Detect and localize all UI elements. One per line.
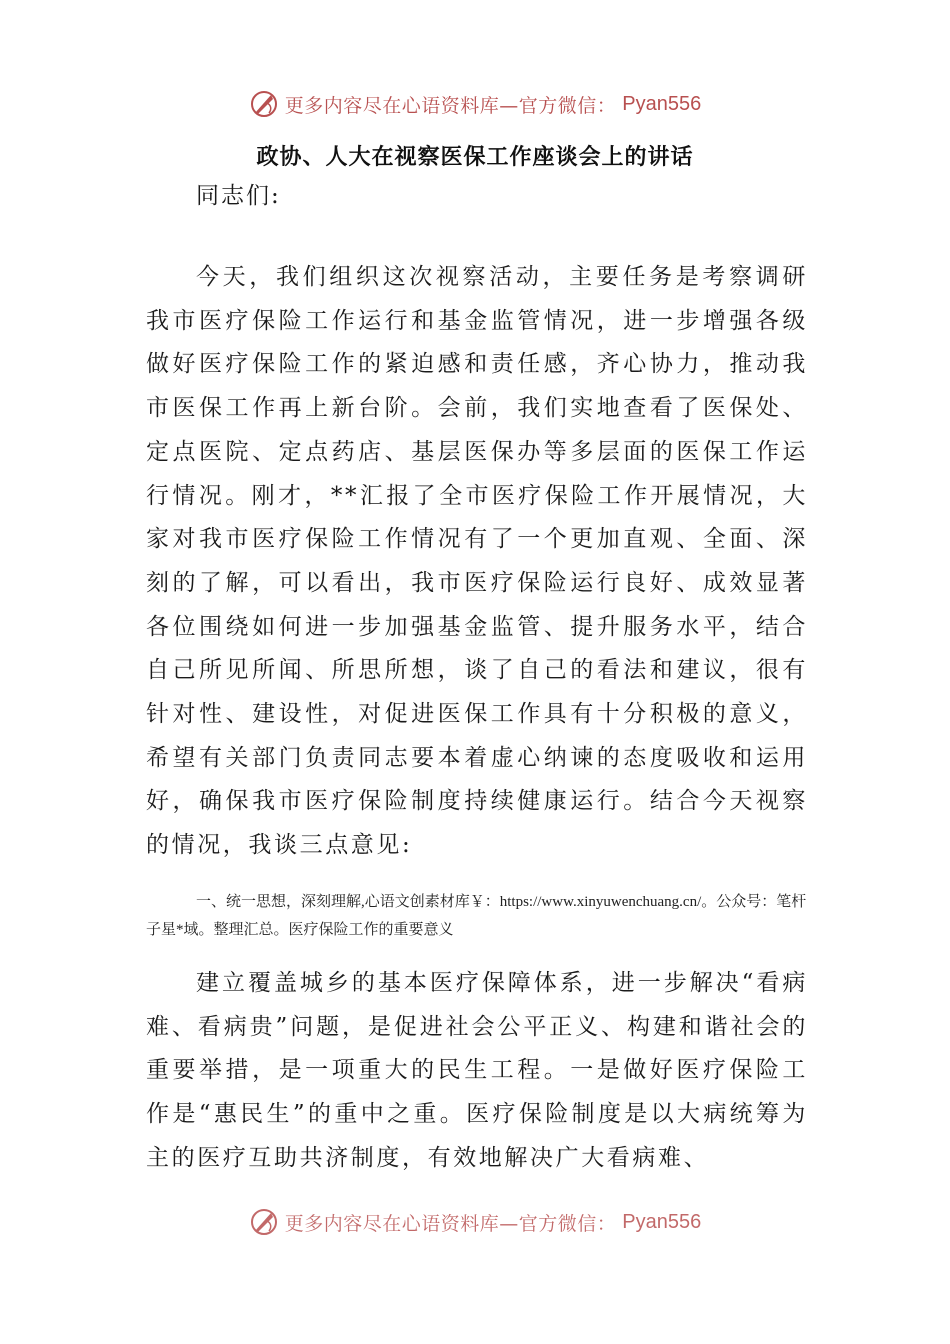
quill-logo-icon: [249, 89, 279, 119]
footer-watermark: [0, 1202, 950, 1242]
watermark-wechat-id: Pyan556: [622, 1210, 702, 1233]
body-paragraph-2: 建立覆盖城乡的基本医疗保障体系，进一步解决“看病难、看病贵”问题，是促进社会公平正义、构建和谐社会的重要举措，是一项重大的民生工程。一是做好医疗保险工作是“惠民生”的重中之重。医疗保险制度是以大病统筹为主的医疗互助共济制度，有效地解决广大看病难、: [146, 970, 808, 1171]
greeting: 同志们:: [196, 183, 281, 209]
watermark-text: 更多内容尽在心语资料库—官方微信：: [284, 94, 617, 117]
section-heading-note: 一、统一思想，深刻理解,心语文创素材库￥：https://www.xinyuwenchuang.cn/。公众号：笔杆子星*域。整理汇总。医疗保险工作的重要意义: [146, 894, 807, 938]
watermark-text: 更多内容尽在心语资料库—官方微信：: [284, 1212, 617, 1235]
header-watermark: [0, 84, 950, 124]
body-paragraph-1: 今天，我们组织这次视察活动，主要任务是考察调研我市医疗保险工作运行和基金监管情况，进一步增强各级做好医疗保险工作的紧迫感和责任感，齐心协力，推动我市医保工作再上新台阶。会前，我们实地查看了医保处、定点医院、定点药店、基层医保办等多层面的医保工作运行情况。刚才，**汇报了全市医疗保险工作开展情况，大家对我市医疗保险工作情况有了一个更加直观、全面、深刻的了解，可以看出，我市医疗保险运行良好、成效显著各位围绕如何进一步加强基金监管、提升服务水平，结合自己所见所闻、所思所想，谈了自己的看法和建议，很有针对性、建设性，对促进医保工作具有十分积极的意义，希望有关部门负责同志要本着虚心纳谏的态度吸收和运用好，确保我市医疗保险制度持续健康运行。结合今天视察的情况，我谈三点意见:: [146, 264, 808, 859]
document-title: 政协、人大在视察医保工作座谈会上的讲话: [256, 145, 694, 170]
watermark-wechat-id: Pyan556: [622, 92, 702, 115]
quill-logo-icon: [249, 1207, 279, 1237]
